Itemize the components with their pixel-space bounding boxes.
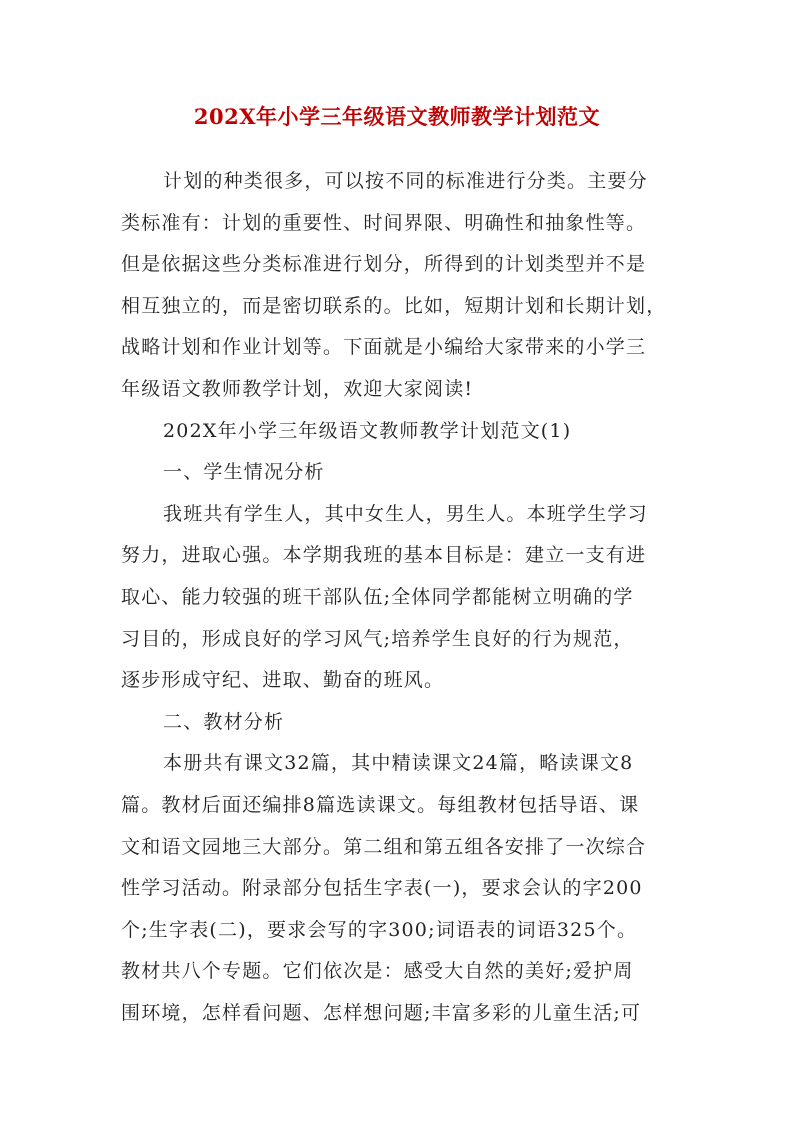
- paragraph-line: 围环境，怎样看问题、怎样想问题;丰富多彩的儿童生活;可: [121, 1001, 642, 1024]
- paragraph-line: 努力，进取心强。本学期我班的基本目标是：建立一支有进: [121, 544, 647, 567]
- section-heading: 202X年小学三年级语文教师教学计划范文(1): [163, 419, 572, 442]
- paragraph-line: 本册共有课文32篇，其中精读课文24篇，略读课文8: [163, 752, 634, 775]
- paragraph-line: 教材共八个专题。它们依次是：感受大自然的美好;爱护周: [121, 960, 634, 983]
- section-heading: 二、教材分析: [163, 710, 285, 733]
- paragraph-line: 相互独立的，而是密切联系的。比如，短期计划和长期计划，: [121, 294, 667, 317]
- paragraph-line: 我班共有学生人，其中女生人，男生人。本班学生学习: [163, 502, 648, 525]
- document-body: [121, 161, 675, 1034]
- paragraph-line: 性学习活动。附录部分包括生字表(一)，要求会认的字200: [121, 877, 643, 900]
- section-heading: 一、学生情况分析: [163, 461, 325, 484]
- paragraph-line: 计划的种类很多，可以按不同的标准进行分类。主要分: [163, 170, 648, 192]
- paragraph-line: 取心、能力较强的班干部队伍;全体同学都能树立明确的学: [121, 585, 634, 608]
- paragraph-line: 年级语文教师教学计划，欢迎大家阅读!: [121, 377, 474, 400]
- paragraph-line: 逐步形成守纪、进取、勤奋的班风。: [121, 669, 445, 692]
- paragraph-line: 但是依据这些分类标准进行划分，所得到的计划类型并不是: [121, 253, 647, 276]
- paragraph-line: 文和语文园地三大部分。第二组和第五组各安排了一次综合: [121, 835, 647, 858]
- document-title: 202X年小学三年级语文教师教学计划范文: [193, 104, 601, 129]
- paragraph-line: 习目的，形成良好的学习风气;培养学生良好的行为规范，: [121, 627, 634, 650]
- paragraph-line: 类标准有：计划的重要性、时间界限、明确性和抽象性等。: [121, 211, 647, 234]
- paragraph-line: 篇。教材后面还编排8篇选读课文。每组教材包括导语、课: [121, 793, 640, 816]
- paragraph-line: 个;生字表(二)，要求会写的字300;词语表的词语325个。: [121, 918, 638, 941]
- paragraph-line: 战略计划和作业计划等。下面就是小编给大家带来的小学三: [121, 336, 647, 359]
